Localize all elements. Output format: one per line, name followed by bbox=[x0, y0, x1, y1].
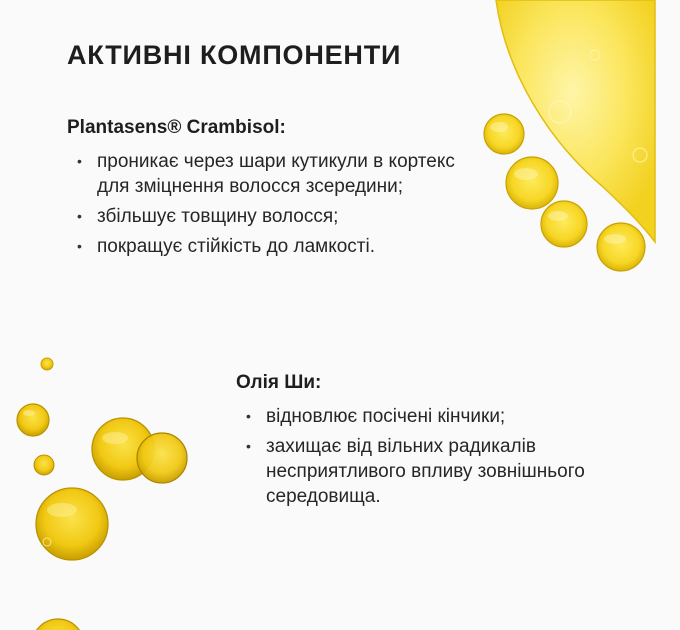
oil-droplet-icon bbox=[597, 223, 645, 271]
benefit-item: • захищає від вільних радикалів несприятливого впливу зовнішнього середовища. bbox=[236, 434, 656, 509]
benefit-item: • збільшує товщину волосся; bbox=[67, 204, 467, 229]
benefit-item: • покращує стійкість до ламкості. bbox=[67, 234, 467, 259]
oil-droplet-icon bbox=[41, 358, 53, 370]
ingredient-section-shea-oil bbox=[236, 372, 656, 514]
oil-droplet-icon bbox=[32, 619, 84, 630]
oil-droplet-icon bbox=[34, 455, 54, 475]
ingredient-section-plantasens bbox=[67, 117, 467, 264]
ingredient-title: Plantasens® Crambisol: bbox=[67, 117, 286, 138]
oil-droplet-icon bbox=[137, 433, 187, 483]
oil-droplet-icon bbox=[484, 114, 524, 154]
benefit-item: • проникає через шари кутикули в кортекс для зміцнення волосся зсередини; bbox=[67, 149, 467, 199]
oil-droplet-icon bbox=[541, 201, 587, 247]
benefit-item: • відновлює посічені кінчики; bbox=[236, 404, 656, 429]
ingredient-title: Олія Ши: bbox=[236, 372, 322, 393]
ingredient-benefits-list bbox=[236, 404, 656, 509]
page-title: АКТИВНІ КОМПОНЕНТИ bbox=[67, 40, 402, 70]
oil-droplet-icon bbox=[17, 404, 49, 436]
ingredient-benefits-list bbox=[67, 149, 467, 259]
oil-droplet-icon bbox=[506, 157, 558, 209]
oil-droplet-icon bbox=[36, 488, 108, 560]
